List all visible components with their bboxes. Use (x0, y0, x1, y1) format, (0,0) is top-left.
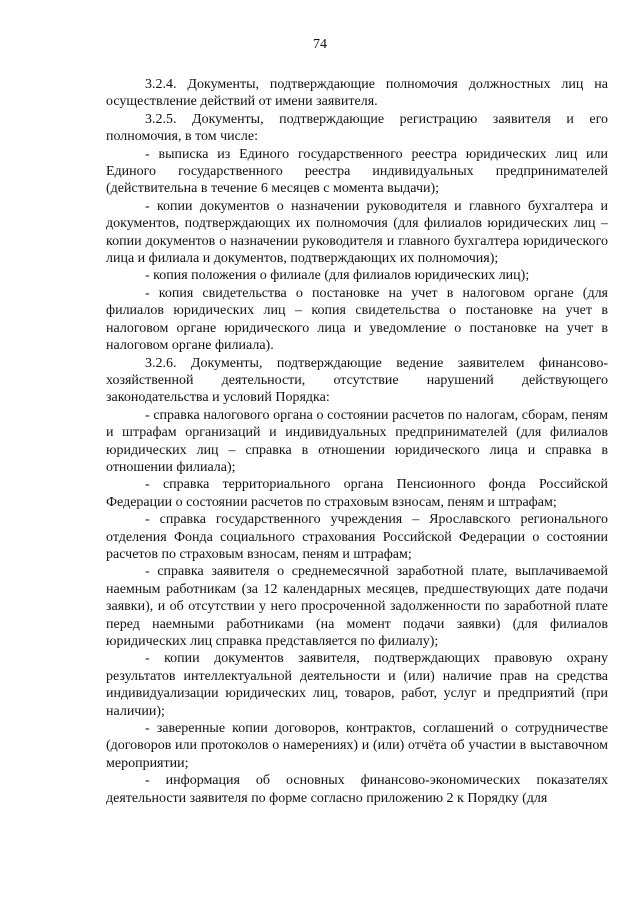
list-item-egrul-extract: - выписка из Единого государственного реестра юридических лиц или Единого государственного реестра индивидуальных предпринимателей (действительна в течение 6 месяцев с момента выдачи); (106, 146, 608, 197)
paragraph-3-2-5: 3.2.5. Документы, подтверждающие регистрацию заявителя и его полномочия, в том числе: (106, 111, 608, 145)
list-item-pension-fund-certificate: - справка территориального органа Пенсионного фонда Российской Федерации о состоянии расчетов по страховым взносам, пеням и штрафам; (106, 477, 608, 510)
list-item-agreements: - заверенные копии договоров, контрактов, соглашений о сотрудничестве (договоров или протоколов о намерениях) и (или) отчёта об участии в выставочном мероприятии; (106, 721, 608, 771)
list-item-branch-regulation: - копия положения о филиале (для филиалов юридических лиц); (145, 268, 530, 284)
list-item-financial-indicators: - информация об основных финансово-экономических показателях деятельности заявителя по форме согласно приложению 2 к Порядку (для (106, 773, 608, 806)
paragraph-3-2-6: 3.2.6. Документы, подтверждающие ведение заявителем финансово-хозяйственной деятельности, отсутствие нарушений действующего законодательства и условий Порядка: (106, 355, 608, 406)
list-item-appointment-copies: - копии документов о назначении руководителя и главного бухгалтера и документов, подтверждающих их полномочия (для филиалов юридических лиц – копии документов о назначении руководителя и главного бухгалтера юридического лица и филиала и документов, подтверждающих их полномочия); (106, 198, 608, 267)
document-body (106, 76, 608, 807)
paragraph-3-2-4: 3.2.4. Документы, подтверждающие полномочия должностных лиц на осуществление действий от имени заявителя. (106, 77, 608, 110)
list-item-salary-certificate: - справка заявителя о среднемесячной заработной плате, выплачиваемой наемным работникам (за 12 календарных месяцев, предшествующих дате подачи заявки), и об отсутствии у него просроченной задолженности по заработной плате перед наемными работниками (на момент подачи заявки) (для филиалов юридических лиц справка представляется по филиалу); (106, 564, 608, 649)
list-item-social-insurance-certificate: - справка государственного учреждения – Ярославского регионального отделения Фонда социального страхования Российской Федерации о состоянии расчетов по страховым взносам, пеням и штрафам; (106, 512, 608, 562)
page-number: 74 (313, 37, 327, 52)
list-item-tax-registration: - копия свидетельства о постановке на учет в налоговом органе (для филиалов юридических лиц – копия свидетельства о постановке на учет в налоговом органе юридического лица и уведомление о постановке на учет в налоговом органе филиала). (106, 285, 608, 354)
list-item-tax-certificate: - справка налогового органа о состоянии расчетов по налогам, сборам, пеням и штрафам организаций и индивидуальных предпринимателей (для филиалов юридических лиц – справка в отношении юридического лица и справка в отношении филиала); (106, 407, 608, 475)
list-item-intellectual-property: - копии документов заявителя, подтверждающих правовую охрану результатов интеллектуальной деятельности и (или) наличие прав на средства индивидуализации юридических лиц, товаров, работ, услуг и предприятий (при наличии); (106, 651, 608, 719)
